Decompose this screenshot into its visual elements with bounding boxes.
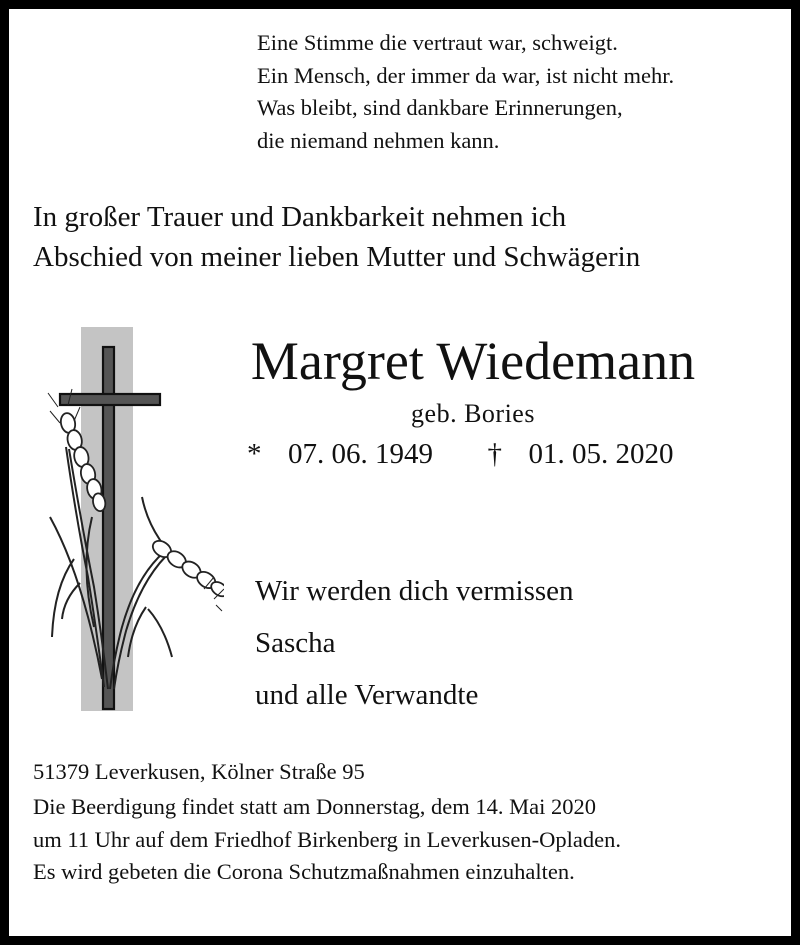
life-dates	[247, 437, 674, 471]
funeral-line: Die Beerdigung findet statt am Donnerstag, dem 14. Mai 2020	[33, 794, 597, 819]
cross	[60, 347, 160, 709]
death-symbol: †	[487, 438, 502, 470]
deceased-name: Margret Wiedemann	[250, 331, 696, 391]
intro-line: Abschied von meiner lieben Mutter und Schwägerin	[33, 241, 641, 273]
mourners	[255, 565, 574, 721]
mourners-line: und alle Verwandte	[255, 679, 479, 711]
death-date: 01. 05. 2020	[528, 438, 674, 470]
poem-line: Eine Stimme die vertraut war, schweigt.	[257, 30, 618, 55]
obituary-notice	[9, 9, 791, 936]
mourners-line: Sascha	[255, 627, 336, 659]
funeral-line: Es wird gebeten die Corona Schutzmaßnahmen einzuhalten.	[33, 859, 575, 884]
cross-with-wheat-icon	[44, 327, 224, 711]
maiden-name: geb. Bories	[411, 399, 535, 428]
poem	[257, 27, 674, 157]
intro-line: In großer Trauer und Dankbarkeit nehmen ich	[33, 201, 567, 233]
birth-date: 07. 06. 1949	[288, 438, 433, 470]
funeral-details	[33, 791, 621, 889]
poem-line: Ein Mensch, der immer da war, ist nicht mehr.	[257, 62, 675, 88]
intro-text	[33, 197, 640, 277]
address: 51379 Leverkusen, Kölner Straße 95	[33, 759, 365, 784]
birth-symbol: *	[247, 438, 262, 470]
mourners-line: Wir werden dich vermissen	[255, 575, 574, 607]
poem-line: Was bleibt, sind dankbare Erinnerungen,	[257, 95, 623, 120]
funeral-line: um 11 Uhr auf dem Friedhof Birkenberg in Leverkusen-Opladen.	[33, 826, 621, 852]
poem-line: die niemand nehmen kann.	[257, 127, 500, 153]
